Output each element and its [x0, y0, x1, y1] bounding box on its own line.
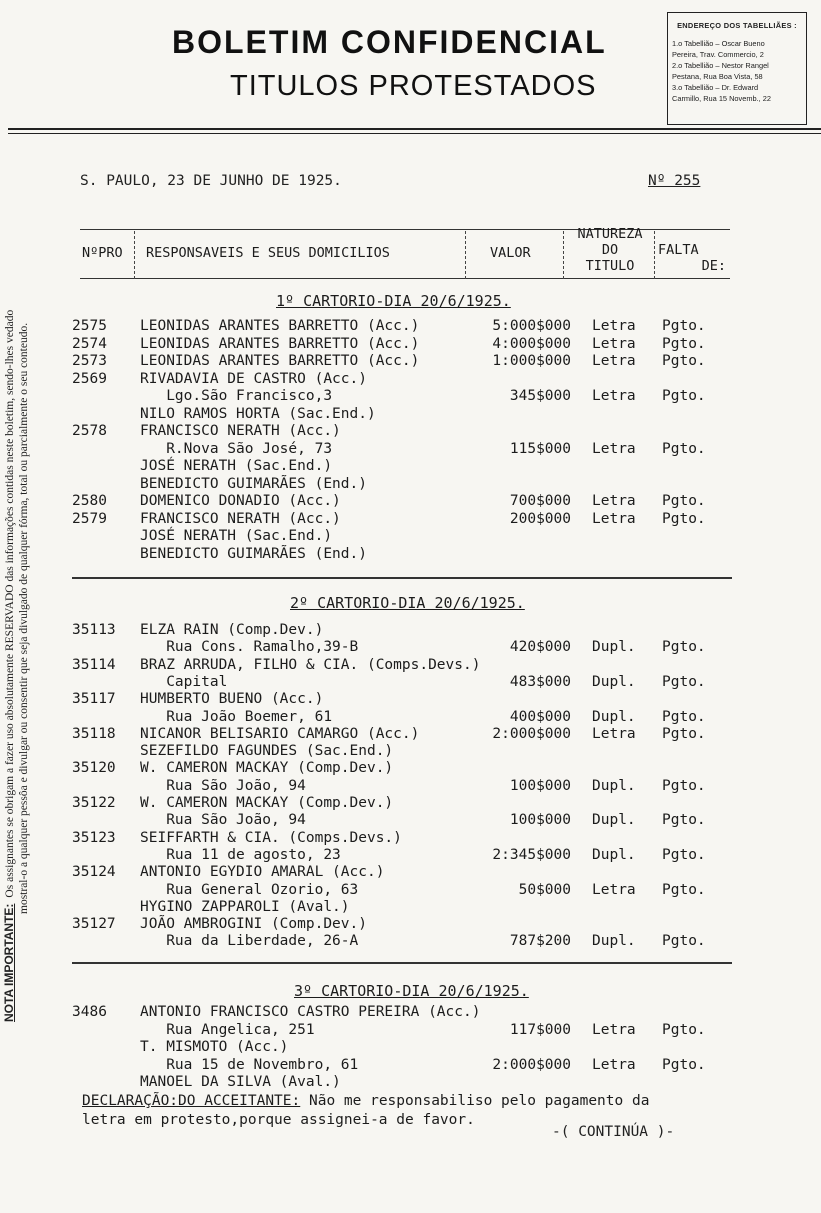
table-row: [0, 795, 821, 813]
address-line: 1.o Tabellião – Oscar Bueno: [672, 39, 765, 48]
responsible-party: W. CAMERON MACKAY (Comp.Dev.): [140, 760, 394, 777]
table-row: [0, 318, 821, 336]
missing-reason: Pgto.: [662, 510, 706, 527]
protest-number: 2579: [72, 510, 107, 527]
table-row: [0, 899, 821, 917]
section-divider: [72, 962, 732, 964]
responsible-party: Capital: [140, 673, 228, 690]
protest-number: 35123: [72, 829, 116, 846]
responsible-party: Rua João Boemer, 61: [140, 708, 333, 725]
responsible-party: Rua General Ozorio, 63: [140, 881, 359, 898]
table-row: [0, 371, 821, 389]
title-value: 400$000: [509, 708, 571, 725]
title-nature: Letra: [592, 725, 636, 742]
title-value: 1:000$000: [492, 353, 571, 369]
table-row: [0, 812, 821, 830]
missing-reason: Pgto.: [662, 440, 706, 457]
column-header-valor: VALOR: [490, 245, 531, 261]
title-value: 4:000$000: [492, 335, 571, 352]
falta-line: FALTA: [658, 242, 699, 258]
missing-reason: Pgto.: [662, 777, 706, 794]
title-value: 483$000: [509, 673, 571, 690]
missing-reason: Pgto.: [662, 318, 706, 334]
responsible-party: LEONIDAS ARANTES BARRETTO (Acc.): [140, 353, 420, 369]
table-row: [0, 882, 821, 900]
column-header-responsaveis: RESPONSAVEIS E SEUS DOMICILIOS: [146, 245, 390, 261]
section-title-text: 2º CARTORIO-DIA 20/6/1925.: [290, 594, 525, 612]
table-row: [0, 709, 821, 727]
protest-number: 2575: [72, 318, 107, 334]
table-row: [0, 639, 821, 657]
address-line: Pereira, Trav. Commercio, 2: [672, 50, 764, 59]
responsible-party: Rua São João, 94: [140, 812, 306, 829]
table-row: [0, 691, 821, 709]
address-line: Pestana, Rua Boa Vista, 58: [672, 72, 763, 81]
address-line: Carmillo, Rua 15 Novemb., 22: [672, 94, 771, 103]
declaration-label: DECLARAÇÃO:DO ACCEITANTE:: [82, 1093, 301, 1109]
responsible-party: LEONIDAS ARANTES BARRETTO (Acc.): [140, 335, 420, 352]
missing-reason: Pgto.: [662, 353, 706, 369]
responsible-party: Rua 15 de Novembro, 61: [140, 1056, 359, 1073]
title-value: 345$000: [509, 388, 571, 404]
protest-number: 2578: [72, 423, 107, 439]
title-nature: Letra: [592, 881, 636, 898]
responsible-party: HYGINO ZAPPAROLI (Aval.): [140, 898, 350, 915]
responsible-party: Rua da Liberdade, 26-A: [140, 933, 359, 950]
title-value: 700$000: [509, 493, 571, 509]
column-header-bottom-rule: [80, 278, 730, 279]
table-row: [0, 423, 821, 441]
table-row: [0, 388, 821, 406]
title-value: 117$000: [509, 1021, 571, 1038]
protest-number: 2580: [72, 493, 107, 509]
missing-reason: Pgto.: [662, 708, 706, 725]
table-row: [0, 830, 821, 848]
missing-reason: Pgto.: [662, 933, 706, 950]
responsible-party: Rua Cons. Ramalho,39-B: [140, 639, 359, 656]
missing-reason: Pgto.: [662, 846, 706, 863]
title-value: 200$000: [509, 510, 571, 527]
dateline: S. PAULO, 23 DE JUNHO DE 1925.: [80, 173, 342, 189]
responsible-party: DOMENICO DONADIO (Acc.): [140, 493, 341, 509]
title-nature: Dupl.: [592, 777, 636, 794]
missing-reason: Pgto.: [662, 388, 706, 404]
responsible-party: BRAZ ARRUDA, FILHO & CIA. (Comps.Devs.): [140, 656, 481, 673]
responsible-party: Lgo.São Francisco,3: [140, 388, 333, 404]
responsible-party: LEONIDAS ARANTES BARRETTO (Acc.): [140, 318, 420, 334]
responsible-party: T. MISMOTO (Acc.): [140, 1039, 289, 1055]
table-row: [0, 864, 821, 882]
table-row: [0, 336, 821, 354]
title-value: 115$000: [509, 440, 571, 457]
protest-number: 2574: [72, 335, 107, 352]
title-value: 2:345$000: [492, 846, 571, 863]
missing-reason: Pgto.: [662, 881, 706, 898]
column-separator: [134, 231, 135, 279]
section-title-text: 3º CARTORIO-DIA 20/6/1925.: [294, 982, 529, 1000]
protest-number: 35118: [72, 725, 116, 742]
header-rule-thin: [8, 133, 821, 134]
responsible-party: RIVADAVIA DE CASTRO (Acc.): [140, 370, 367, 387]
notaries-address-box: [667, 12, 807, 125]
responsible-party: R.Nova São José, 73: [140, 440, 333, 457]
section-title: [294, 982, 529, 1000]
responsible-party: BENEDICTO GUIMARÃES (End.): [140, 545, 367, 562]
table-row: [0, 933, 821, 951]
section-title-text: 1º CARTORIO-DIA 20/6/1925.: [276, 292, 511, 310]
title-nature: Letra: [592, 353, 636, 369]
missing-reason: Pgto.: [662, 812, 706, 829]
title-nature: Letra: [592, 440, 636, 457]
continued-marker: -( CONTINÚA )-: [552, 1124, 675, 1140]
title-value: 2:000$000: [492, 1056, 571, 1073]
responsible-party: ANTONIO FRANCISCO CASTRO PEREIRA (Acc.): [140, 1004, 481, 1020]
table-row: [0, 743, 821, 761]
column-header-natureza: [566, 226, 654, 274]
protest-number: 35120: [72, 760, 116, 777]
title-nature: Letra: [592, 1056, 636, 1073]
table-row: [0, 1022, 821, 1040]
table-row: [0, 546, 821, 564]
title-value: 100$000: [509, 777, 571, 794]
table-row: [0, 353, 821, 371]
table-row: [0, 1074, 821, 1092]
title-nature: Dupl.: [592, 846, 636, 863]
title-nature: Dupl.: [592, 639, 636, 656]
title-nature: Letra: [592, 493, 636, 509]
table-row: [0, 847, 821, 865]
bulletin-title: BOLETIM CONFIDENCIAL: [172, 24, 607, 60]
responsible-party: HUMBERTO BUENO (Acc.): [140, 691, 324, 708]
table-row: [0, 726, 821, 744]
natureza-line: TITULO: [585, 258, 635, 274]
missing-reason: Pgto.: [662, 1056, 706, 1073]
table-row: [0, 511, 821, 529]
responsible-party: FRANCISCO NERATH (Acc.): [140, 423, 341, 439]
section-divider: [72, 577, 732, 579]
table-row: [0, 476, 821, 494]
table-row: [0, 760, 821, 778]
title-nature: Dupl.: [592, 812, 636, 829]
responsible-party: FRANCISCO NERATH (Acc.): [140, 510, 341, 527]
table-row: [0, 406, 821, 424]
title-nature: Letra: [592, 510, 636, 527]
declaration-text-2: letra em protesto,porque assignei-a de favor.: [82, 1112, 475, 1128]
title-value: 100$000: [509, 812, 571, 829]
responsible-party: MANOEL DA SILVA (Aval.): [140, 1074, 341, 1090]
missing-reason: Pgto.: [662, 725, 706, 742]
missing-reason: Pgto.: [662, 1021, 706, 1038]
responsible-party: JOSÉ NERATH (Sac.End.): [140, 458, 333, 474]
title-value: 420$000: [509, 639, 571, 656]
table-row: [0, 674, 821, 692]
protest-number: 35124: [72, 864, 116, 881]
table-row: [0, 1039, 821, 1057]
responsible-party: ELZA RAIN (Comp.Dev.): [140, 622, 324, 638]
natureza-line: NATUREZA: [577, 226, 643, 242]
responsible-party: ANTONIO EGYDIO AMARAL (Acc.): [140, 864, 385, 881]
title-value: 787$200: [509, 933, 571, 950]
protest-number: 2573: [72, 353, 107, 369]
protest-number: 35122: [72, 795, 116, 811]
important-note-label: NOTA IMPORTANTE:: [2, 903, 16, 1022]
important-note-line1: Os assignantes se obrigam a fazer uso absolutamente RESERVADO das informações contidas neste boletim, sendo-lhes vedado: [4, 309, 16, 898]
title-value: 2:000$000: [492, 725, 571, 742]
protest-number: 35117: [72, 691, 116, 708]
section-title: [276, 292, 511, 310]
table-row: [0, 493, 821, 511]
protest-number: 3486: [72, 1004, 107, 1020]
responsible-party: NILO RAMOS HORTA (Sac.End.): [140, 405, 376, 422]
responsible-party: BENEDICTO GUIMARÃES (End.): [140, 475, 367, 492]
declaration-text: Não me responsabiliso pelo pagamento da: [300, 1093, 650, 1109]
protest-number: 35113: [72, 622, 116, 638]
column-separator: [563, 231, 564, 279]
responsible-party: NICANOR BELISARIO CAMARGO (Acc.): [140, 725, 420, 742]
table-row: [0, 1057, 821, 1075]
table-row: [0, 1004, 821, 1022]
table-row: [0, 657, 821, 675]
missing-reason: Pgto.: [662, 335, 706, 352]
address-line: 2.o Tabellião – Nestor Rangel: [672, 61, 769, 70]
table-row: [0, 778, 821, 796]
responsible-party: JOÃO AMBROGINI (Comp.Dev.): [140, 916, 367, 933]
responsible-party: Rua São João, 94: [140, 777, 306, 794]
title-nature: Dupl.: [592, 708, 636, 725]
responsible-party: W. CAMERON MACKAY (Comp.Dev.): [140, 795, 394, 811]
responsible-party: Rua 11 de agosto, 23: [140, 846, 341, 863]
missing-reason: Pgto.: [662, 493, 706, 509]
column-header-falta: [658, 242, 726, 274]
table-row: [0, 916, 821, 934]
section-title: [290, 594, 525, 612]
title-value: 5:000$000: [492, 318, 571, 334]
address-box-heading: ENDEREÇO DOS TABELLIÃES :: [677, 21, 797, 30]
protest-number: 35127: [72, 916, 116, 933]
header-rule: [8, 128, 821, 130]
responsible-party: SEZEFILDO FAGUNDES (Sac.End.): [140, 743, 394, 760]
responsible-party: JOSÉ NERATH (Sac.End.): [140, 528, 333, 544]
missing-reason: Pgto.: [662, 639, 706, 656]
responsible-party: Rua Angelica, 251: [140, 1021, 315, 1038]
title-nature: Letra: [592, 1021, 636, 1038]
column-separator: [654, 231, 655, 279]
title-nature: Letra: [592, 318, 636, 334]
natureza-line: DO: [601, 242, 619, 258]
title-nature: Dupl.: [592, 933, 636, 950]
table-row: [0, 458, 821, 476]
address-line: 3.o Tabellião – Dr. Edward: [672, 83, 759, 92]
bulletin-subtitle: TITULOS PROTESTADOS: [230, 70, 597, 102]
protest-number: 35114: [72, 656, 116, 673]
title-nature: Dupl.: [592, 673, 636, 690]
title-nature: Letra: [592, 388, 636, 404]
table-row: [0, 622, 821, 640]
missing-reason: Pgto.: [662, 673, 706, 690]
important-note-line2: mostral-o a qualquer pessôa e divulgar ou consentir que seja divulgado de qualquer fórma, total ou parcialmente o seu conteudo.: [18, 322, 30, 914]
bulletin-number: Nº 255: [648, 173, 701, 189]
column-header-numero: NºPRO: [82, 245, 123, 261]
table-row: [0, 528, 821, 546]
responsible-party: SEIFFARTH & CIA. (Comps.Devs.): [140, 829, 402, 846]
title-nature: Letra: [592, 335, 636, 352]
table-row: [0, 441, 821, 459]
title-value: 50$000: [518, 881, 571, 898]
protest-number: 2569: [72, 370, 107, 387]
column-separator: [465, 231, 466, 279]
falta-line: DE:: [701, 258, 726, 274]
